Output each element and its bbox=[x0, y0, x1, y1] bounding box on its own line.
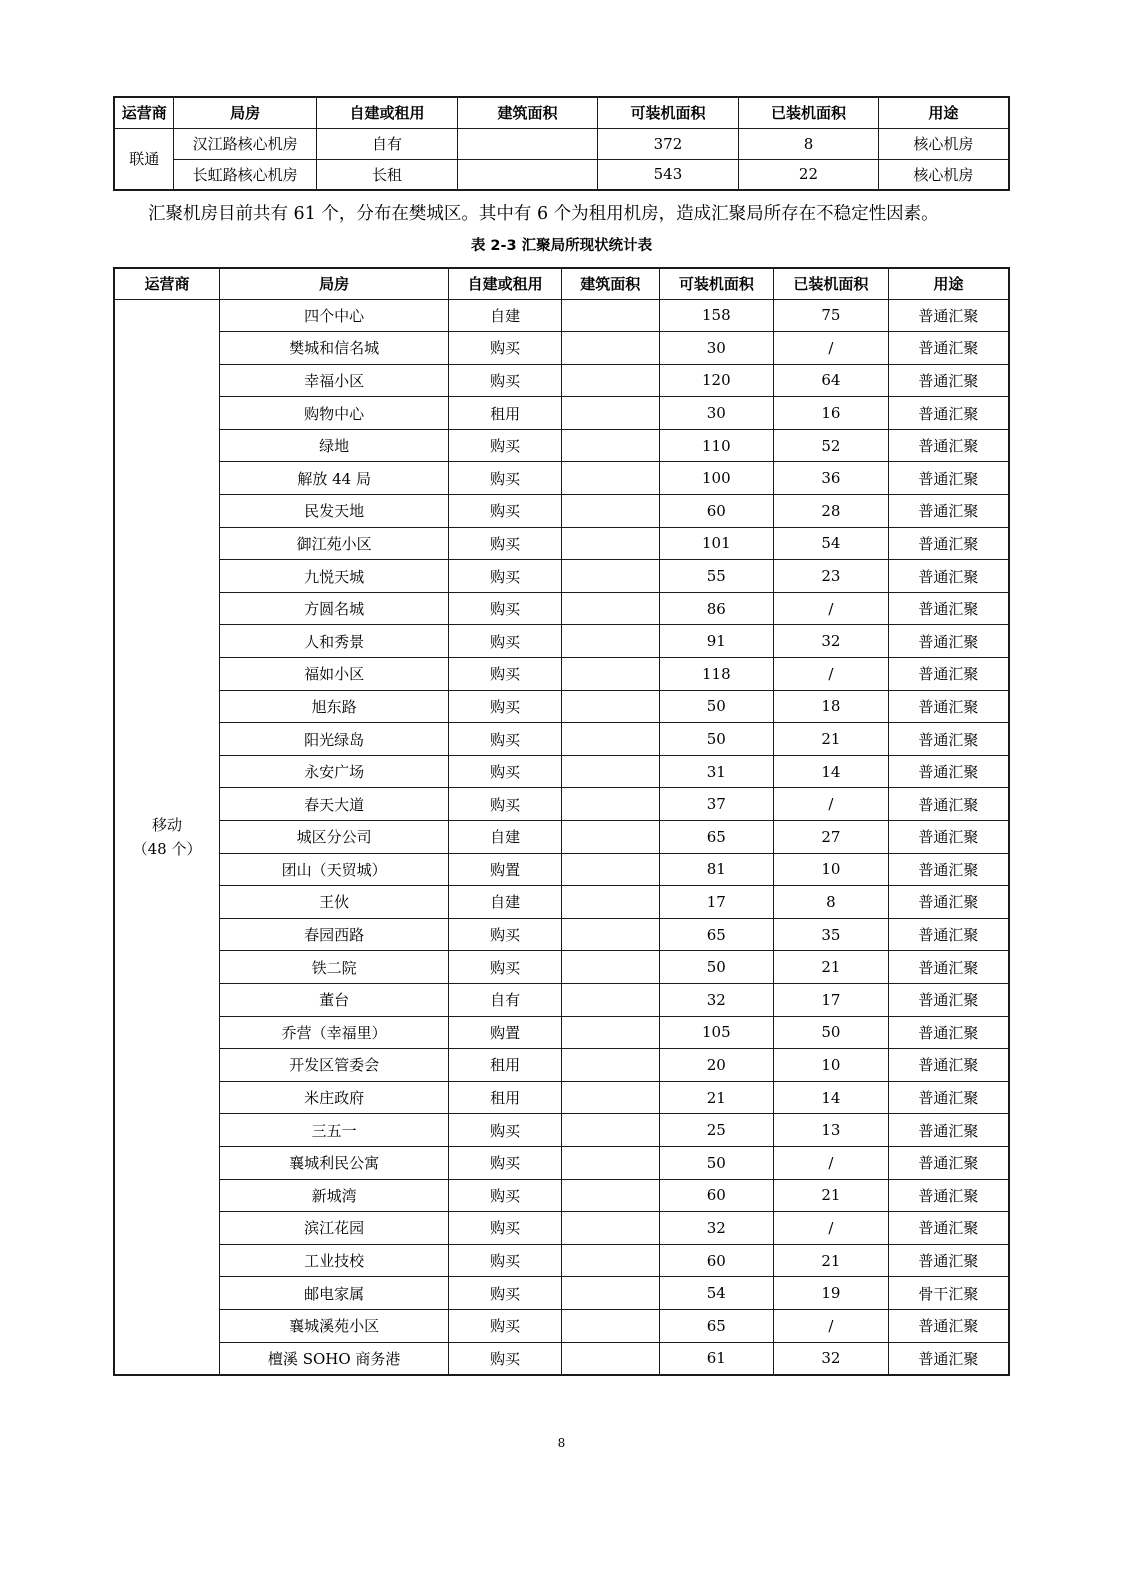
building-area-cell bbox=[562, 1114, 660, 1147]
build-or-rent-cell: 租用 bbox=[449, 397, 562, 430]
installable-area-cell: 31 bbox=[659, 755, 774, 788]
table-row bbox=[114, 332, 1009, 365]
table-row bbox=[114, 364, 1009, 397]
build-or-rent-cell: 租用 bbox=[449, 1049, 562, 1082]
building-area-cell bbox=[562, 462, 660, 495]
usage-cell: 核心机房 bbox=[878, 128, 1009, 159]
build-or-rent-cell: 购买 bbox=[449, 527, 562, 560]
build-or-rent-cell: 购买 bbox=[449, 1179, 562, 1212]
installable-area-cell: 20 bbox=[659, 1049, 774, 1082]
build-or-rent-cell: 租用 bbox=[449, 1081, 562, 1114]
table-row bbox=[114, 128, 1009, 159]
installable-area-cell: 81 bbox=[659, 853, 774, 886]
table-row bbox=[114, 983, 1009, 1016]
installable-area-cell: 60 bbox=[659, 1244, 774, 1277]
installable-area-cell: 25 bbox=[659, 1114, 774, 1147]
col-header-room: 局房 bbox=[174, 97, 316, 128]
build-or-rent-cell: 购买 bbox=[449, 592, 562, 625]
build-or-rent-cell: 购买 bbox=[449, 495, 562, 528]
room-name-cell: 樊城和信名城 bbox=[220, 332, 449, 365]
room-name-cell: 福如小区 bbox=[220, 658, 449, 691]
building-area-cell bbox=[562, 592, 660, 625]
table-row bbox=[114, 1081, 1009, 1114]
installable-area-cell: 105 bbox=[659, 1016, 774, 1049]
build-or-rent-cell: 购买 bbox=[449, 364, 562, 397]
usage-cell: 普通汇聚 bbox=[888, 788, 1009, 821]
building-area-cell bbox=[562, 332, 660, 365]
building-area-cell bbox=[562, 1016, 660, 1049]
table-row bbox=[114, 886, 1009, 919]
table-row bbox=[114, 495, 1009, 528]
room-name-cell: 滨江花园 bbox=[220, 1212, 449, 1245]
usage-cell: 骨干汇聚 bbox=[888, 1277, 1009, 1310]
table-row bbox=[114, 658, 1009, 691]
col-header-installable-area: 可装机面积 bbox=[659, 268, 774, 299]
usage-cell: 普通汇聚 bbox=[888, 364, 1009, 397]
installable-area-cell: 50 bbox=[659, 690, 774, 723]
build-or-rent-cell: 购置 bbox=[449, 1016, 562, 1049]
table-row bbox=[114, 560, 1009, 593]
usage-cell: 普通汇聚 bbox=[888, 918, 1009, 951]
installed-area-cell: / bbox=[774, 332, 889, 365]
build-or-rent-cell: 购买 bbox=[449, 560, 562, 593]
installed-area-cell: 35 bbox=[774, 918, 889, 951]
build-or-rent-cell: 购买 bbox=[449, 332, 562, 365]
installed-area-cell: 52 bbox=[774, 429, 889, 462]
aggregation-table-wrap bbox=[113, 267, 1010, 1376]
table-row bbox=[114, 1146, 1009, 1179]
header-row bbox=[114, 97, 1009, 128]
table-row bbox=[114, 1277, 1009, 1310]
installed-area-cell: 21 bbox=[774, 1179, 889, 1212]
table-row bbox=[114, 159, 1009, 190]
room-name-cell: 米庄政府 bbox=[220, 1081, 449, 1114]
col-header-building-area: 建筑面积 bbox=[458, 97, 598, 128]
usage-cell: 普通汇聚 bbox=[888, 1212, 1009, 1245]
room-name-cell: 铁二院 bbox=[220, 951, 449, 984]
installable-area-cell: 86 bbox=[659, 592, 774, 625]
installed-area-cell: 36 bbox=[774, 462, 889, 495]
usage-cell: 普通汇聚 bbox=[888, 853, 1009, 886]
table-row bbox=[114, 1114, 1009, 1147]
build-or-rent-cell: 购买 bbox=[449, 462, 562, 495]
room-name-cell: 旭东路 bbox=[220, 690, 449, 723]
build-or-rent-cell: 购买 bbox=[449, 429, 562, 462]
build-or-rent-cell: 自有 bbox=[449, 983, 562, 1016]
room-name-cell: 春园西路 bbox=[220, 918, 449, 951]
col-header-installed-area: 已装机面积 bbox=[739, 97, 879, 128]
room-name-cell: 方圆名城 bbox=[220, 592, 449, 625]
usage-cell: 普通汇聚 bbox=[888, 495, 1009, 528]
room-name-cell: 民发天地 bbox=[220, 495, 449, 528]
installed-area-cell: 13 bbox=[774, 1114, 889, 1147]
building-area-cell bbox=[562, 527, 660, 560]
installable-area-cell: 100 bbox=[659, 462, 774, 495]
build-or-rent-cell: 购买 bbox=[449, 658, 562, 691]
usage-cell: 普通汇聚 bbox=[888, 462, 1009, 495]
installed-area-cell: / bbox=[774, 788, 889, 821]
build-or-rent-cell: 购买 bbox=[449, 1114, 562, 1147]
building-area-cell bbox=[562, 723, 660, 756]
room-name-cell: 三五一 bbox=[220, 1114, 449, 1147]
installable-area-cell: 55 bbox=[659, 560, 774, 593]
build-or-rent-cell: 购买 bbox=[449, 755, 562, 788]
building-area-cell bbox=[562, 983, 660, 1016]
room-name-cell: 四个中心 bbox=[220, 299, 449, 332]
table-row bbox=[114, 755, 1009, 788]
usage-cell: 普通汇聚 bbox=[888, 658, 1009, 691]
usage-cell: 普通汇聚 bbox=[888, 886, 1009, 919]
building-area-cell bbox=[562, 1212, 660, 1245]
installed-area-cell: 19 bbox=[774, 1277, 889, 1310]
build-or-rent-cell: 购买 bbox=[449, 1277, 562, 1310]
build-or-rent-cell: 购买 bbox=[449, 1309, 562, 1342]
building-area-cell bbox=[562, 495, 660, 528]
installed-area-cell: 10 bbox=[774, 1049, 889, 1082]
usage-cell: 核心机房 bbox=[878, 159, 1009, 190]
table-row bbox=[114, 1342, 1009, 1375]
room-name-cell: 解放 44 局 bbox=[220, 462, 449, 495]
room-name-cell: 董台 bbox=[220, 983, 449, 1016]
build-or-rent-cell: 购买 bbox=[449, 723, 562, 756]
usage-cell: 普通汇聚 bbox=[888, 527, 1009, 560]
core-room-table bbox=[113, 96, 1010, 191]
installable-area-cell: 543 bbox=[597, 159, 738, 190]
room-name-cell: 绿地 bbox=[220, 429, 449, 462]
room-name-cell: 九悦天城 bbox=[220, 560, 449, 593]
building-area-cell bbox=[562, 1277, 660, 1310]
installable-area-cell: 110 bbox=[659, 429, 774, 462]
col-header-build-or-rent: 自建或租用 bbox=[449, 268, 562, 299]
table-row bbox=[114, 821, 1009, 854]
installable-area-cell: 21 bbox=[659, 1081, 774, 1114]
table-row bbox=[114, 1212, 1009, 1245]
room-name-cell: 御江苑小区 bbox=[220, 527, 449, 560]
table-row bbox=[114, 1016, 1009, 1049]
installed-area-cell: 21 bbox=[774, 951, 889, 984]
col-header-building-area: 建筑面积 bbox=[562, 268, 660, 299]
core-room-table-wrap bbox=[113, 96, 1010, 191]
table-row bbox=[114, 853, 1009, 886]
usage-cell: 普通汇聚 bbox=[888, 951, 1009, 984]
build-or-rent-cell: 购买 bbox=[449, 1212, 562, 1245]
installed-area-cell: 22 bbox=[739, 159, 879, 190]
room-name-cell: 开发区管委会 bbox=[220, 1049, 449, 1082]
col-header-usage: 用途 bbox=[888, 268, 1009, 299]
operator-cell: 联通 bbox=[114, 128, 174, 190]
building-area-cell bbox=[458, 159, 598, 190]
installed-area-cell: 28 bbox=[774, 495, 889, 528]
installable-area-cell: 32 bbox=[659, 1212, 774, 1245]
build-or-rent-cell: 自建 bbox=[449, 821, 562, 854]
installable-area-cell: 61 bbox=[659, 1342, 774, 1375]
building-area-cell bbox=[562, 853, 660, 886]
building-area-cell bbox=[562, 1244, 660, 1277]
room-name-cell: 乔营（幸福里） bbox=[220, 1016, 449, 1049]
installable-area-cell: 372 bbox=[597, 128, 738, 159]
building-area-cell bbox=[562, 1309, 660, 1342]
usage-cell: 普通汇聚 bbox=[888, 1146, 1009, 1179]
usage-cell: 普通汇聚 bbox=[888, 1244, 1009, 1277]
build-or-rent-cell: 购买 bbox=[449, 788, 562, 821]
build-or-rent-cell: 购买 bbox=[449, 1146, 562, 1179]
page-number: 8 bbox=[557, 1436, 566, 1450]
building-area-cell bbox=[562, 821, 660, 854]
col-header-usage: 用途 bbox=[878, 97, 1009, 128]
installable-area-cell: 101 bbox=[659, 527, 774, 560]
room-name-cell: 汉江路核心机房 bbox=[174, 128, 316, 159]
installable-area-cell: 50 bbox=[659, 723, 774, 756]
header-row bbox=[114, 268, 1009, 299]
building-area-cell bbox=[562, 560, 660, 593]
build-or-rent-cell: 购买 bbox=[449, 918, 562, 951]
installed-area-cell: / bbox=[774, 1309, 889, 1342]
installed-area-cell: 32 bbox=[774, 625, 889, 658]
usage-cell: 普通汇聚 bbox=[888, 560, 1009, 593]
room-name-cell: 春天大道 bbox=[220, 788, 449, 821]
installed-area-cell: 18 bbox=[774, 690, 889, 723]
usage-cell: 普通汇聚 bbox=[888, 1016, 1009, 1049]
build-or-rent-cell: 购买 bbox=[449, 1244, 562, 1277]
table-row bbox=[114, 397, 1009, 430]
building-area-cell bbox=[562, 625, 660, 658]
usage-cell: 普通汇聚 bbox=[888, 755, 1009, 788]
room-name-cell: 襄城利民公寓 bbox=[220, 1146, 449, 1179]
room-name-cell: 王伙 bbox=[220, 886, 449, 919]
building-area-cell bbox=[562, 755, 660, 788]
operator-cell bbox=[114, 299, 220, 1375]
col-header-build-or-rent: 自建或租用 bbox=[316, 97, 457, 128]
building-area-cell bbox=[562, 788, 660, 821]
col-header-operator: 运营商 bbox=[114, 97, 174, 128]
build-or-rent-cell: 购买 bbox=[449, 625, 562, 658]
installable-area-cell: 158 bbox=[659, 299, 774, 332]
build-or-rent-cell: 长租 bbox=[316, 159, 457, 190]
installable-area-cell: 91 bbox=[659, 625, 774, 658]
usage-cell: 普通汇聚 bbox=[888, 299, 1009, 332]
installed-area-cell: 27 bbox=[774, 821, 889, 854]
installable-area-cell: 37 bbox=[659, 788, 774, 821]
room-name-cell: 工业技校 bbox=[220, 1244, 449, 1277]
room-name-cell: 城区分公司 bbox=[220, 821, 449, 854]
build-or-rent-cell: 购买 bbox=[449, 690, 562, 723]
usage-cell: 普通汇聚 bbox=[888, 332, 1009, 365]
installed-area-cell: 64 bbox=[774, 364, 889, 397]
building-area-cell bbox=[562, 364, 660, 397]
build-or-rent-cell: 自建 bbox=[449, 886, 562, 919]
col-header-installed-area: 已装机面积 bbox=[774, 268, 889, 299]
table-row bbox=[114, 1244, 1009, 1277]
installed-area-cell: 8 bbox=[774, 886, 889, 919]
installable-area-cell: 65 bbox=[659, 1309, 774, 1342]
aggregation-table-body bbox=[114, 299, 1009, 1375]
table-row bbox=[114, 625, 1009, 658]
building-area-cell bbox=[562, 299, 660, 332]
building-area-cell bbox=[562, 886, 660, 919]
building-area-cell bbox=[562, 1049, 660, 1082]
table-row bbox=[114, 1049, 1009, 1082]
usage-cell: 普通汇聚 bbox=[888, 983, 1009, 1016]
usage-cell: 普通汇聚 bbox=[888, 429, 1009, 462]
installed-area-cell: 54 bbox=[774, 527, 889, 560]
building-area-cell bbox=[562, 1342, 660, 1375]
usage-cell: 普通汇聚 bbox=[888, 1081, 1009, 1114]
usage-cell: 普通汇聚 bbox=[888, 1114, 1009, 1147]
installed-area-cell: / bbox=[774, 1146, 889, 1179]
table-row bbox=[114, 1309, 1009, 1342]
installed-area-cell: / bbox=[774, 592, 889, 625]
build-or-rent-cell: 购买 bbox=[449, 951, 562, 984]
installable-area-cell: 65 bbox=[659, 821, 774, 854]
usage-cell: 普通汇聚 bbox=[888, 1342, 1009, 1375]
usage-cell: 普通汇聚 bbox=[888, 592, 1009, 625]
table-row bbox=[114, 918, 1009, 951]
installable-area-cell: 54 bbox=[659, 1277, 774, 1310]
installed-area-cell: 10 bbox=[774, 853, 889, 886]
building-area-cell bbox=[562, 1179, 660, 1212]
build-or-rent-cell: 购置 bbox=[449, 853, 562, 886]
installable-area-cell: 60 bbox=[659, 1179, 774, 1212]
aggregation-table bbox=[113, 267, 1010, 1376]
table-row bbox=[114, 429, 1009, 462]
table-row bbox=[114, 951, 1009, 984]
installable-area-cell: 120 bbox=[659, 364, 774, 397]
installed-area-cell: 8 bbox=[739, 128, 879, 159]
table-row bbox=[114, 592, 1009, 625]
installed-area-cell: 16 bbox=[774, 397, 889, 430]
building-area-cell bbox=[562, 1081, 660, 1114]
col-header-installable-area: 可装机面积 bbox=[597, 97, 738, 128]
installed-area-cell: 17 bbox=[774, 983, 889, 1016]
installable-area-cell: 65 bbox=[659, 918, 774, 951]
building-area-cell bbox=[562, 397, 660, 430]
installed-area-cell: 14 bbox=[774, 1081, 889, 1114]
building-area-cell bbox=[562, 918, 660, 951]
installable-area-cell: 60 bbox=[659, 495, 774, 528]
table-row bbox=[114, 462, 1009, 495]
operator-count: （48 个） bbox=[132, 839, 202, 858]
installed-area-cell: 32 bbox=[774, 1342, 889, 1375]
usage-cell: 普通汇聚 bbox=[888, 1309, 1009, 1342]
table-row bbox=[114, 299, 1009, 332]
room-name-cell: 邮电家属 bbox=[220, 1277, 449, 1310]
installed-area-cell: 23 bbox=[774, 560, 889, 593]
usage-cell: 普通汇聚 bbox=[888, 723, 1009, 756]
col-header-operator: 运营商 bbox=[114, 268, 220, 299]
operator-name: 移动 bbox=[152, 815, 183, 834]
installed-area-cell: 14 bbox=[774, 755, 889, 788]
installable-area-cell: 32 bbox=[659, 983, 774, 1016]
installable-area-cell: 17 bbox=[659, 886, 774, 919]
room-name-cell: 檀溪 SOHO 商务港 bbox=[220, 1342, 449, 1375]
build-or-rent-cell: 购买 bbox=[449, 1342, 562, 1375]
room-name-cell: 阳光绿岛 bbox=[220, 723, 449, 756]
body-paragraph: 汇聚机房目前共有 61 个，分布在樊城区。其中有 6 个为租用机房，造成汇聚局所存在不稳定性因素。 bbox=[148, 204, 939, 224]
table-row bbox=[114, 1179, 1009, 1212]
usage-cell: 普通汇聚 bbox=[888, 397, 1009, 430]
building-area-cell bbox=[562, 1146, 660, 1179]
installable-area-cell: 30 bbox=[659, 397, 774, 430]
installed-area-cell: / bbox=[774, 658, 889, 691]
building-area-cell bbox=[562, 951, 660, 984]
build-or-rent-cell: 自有 bbox=[316, 128, 457, 159]
table-row bbox=[114, 788, 1009, 821]
installed-area-cell: / bbox=[774, 1212, 889, 1245]
room-name-cell: 团山（天贸城） bbox=[220, 853, 449, 886]
installable-area-cell: 118 bbox=[659, 658, 774, 691]
building-area-cell bbox=[562, 429, 660, 462]
building-area-cell bbox=[562, 658, 660, 691]
installable-area-cell: 50 bbox=[659, 1146, 774, 1179]
building-area-cell bbox=[458, 128, 598, 159]
room-name-cell: 新城湾 bbox=[220, 1179, 449, 1212]
usage-cell: 普通汇聚 bbox=[888, 625, 1009, 658]
table-caption: 表 2-3 汇聚局所现状统计表 bbox=[470, 238, 653, 254]
installable-area-cell: 50 bbox=[659, 951, 774, 984]
usage-cell: 普通汇聚 bbox=[888, 1179, 1009, 1212]
usage-cell: 普通汇聚 bbox=[888, 821, 1009, 854]
table-row bbox=[114, 690, 1009, 723]
table-row bbox=[114, 723, 1009, 756]
table-row bbox=[114, 527, 1009, 560]
installed-area-cell: 21 bbox=[774, 1244, 889, 1277]
installed-area-cell: 50 bbox=[774, 1016, 889, 1049]
room-name-cell: 幸福小区 bbox=[220, 364, 449, 397]
build-or-rent-cell: 自建 bbox=[449, 299, 562, 332]
room-name-cell: 购物中心 bbox=[220, 397, 449, 430]
installable-area-cell: 30 bbox=[659, 332, 774, 365]
installed-area-cell: 75 bbox=[774, 299, 889, 332]
room-name-cell: 人和秀景 bbox=[220, 625, 449, 658]
room-name-cell: 长虹路核心机房 bbox=[174, 159, 316, 190]
room-name-cell: 永安广场 bbox=[220, 755, 449, 788]
usage-cell: 普通汇聚 bbox=[888, 690, 1009, 723]
col-header-room: 局房 bbox=[220, 268, 449, 299]
installed-area-cell: 21 bbox=[774, 723, 889, 756]
room-name-cell: 襄城溪苑小区 bbox=[220, 1309, 449, 1342]
building-area-cell bbox=[562, 690, 660, 723]
usage-cell: 普通汇聚 bbox=[888, 1049, 1009, 1082]
